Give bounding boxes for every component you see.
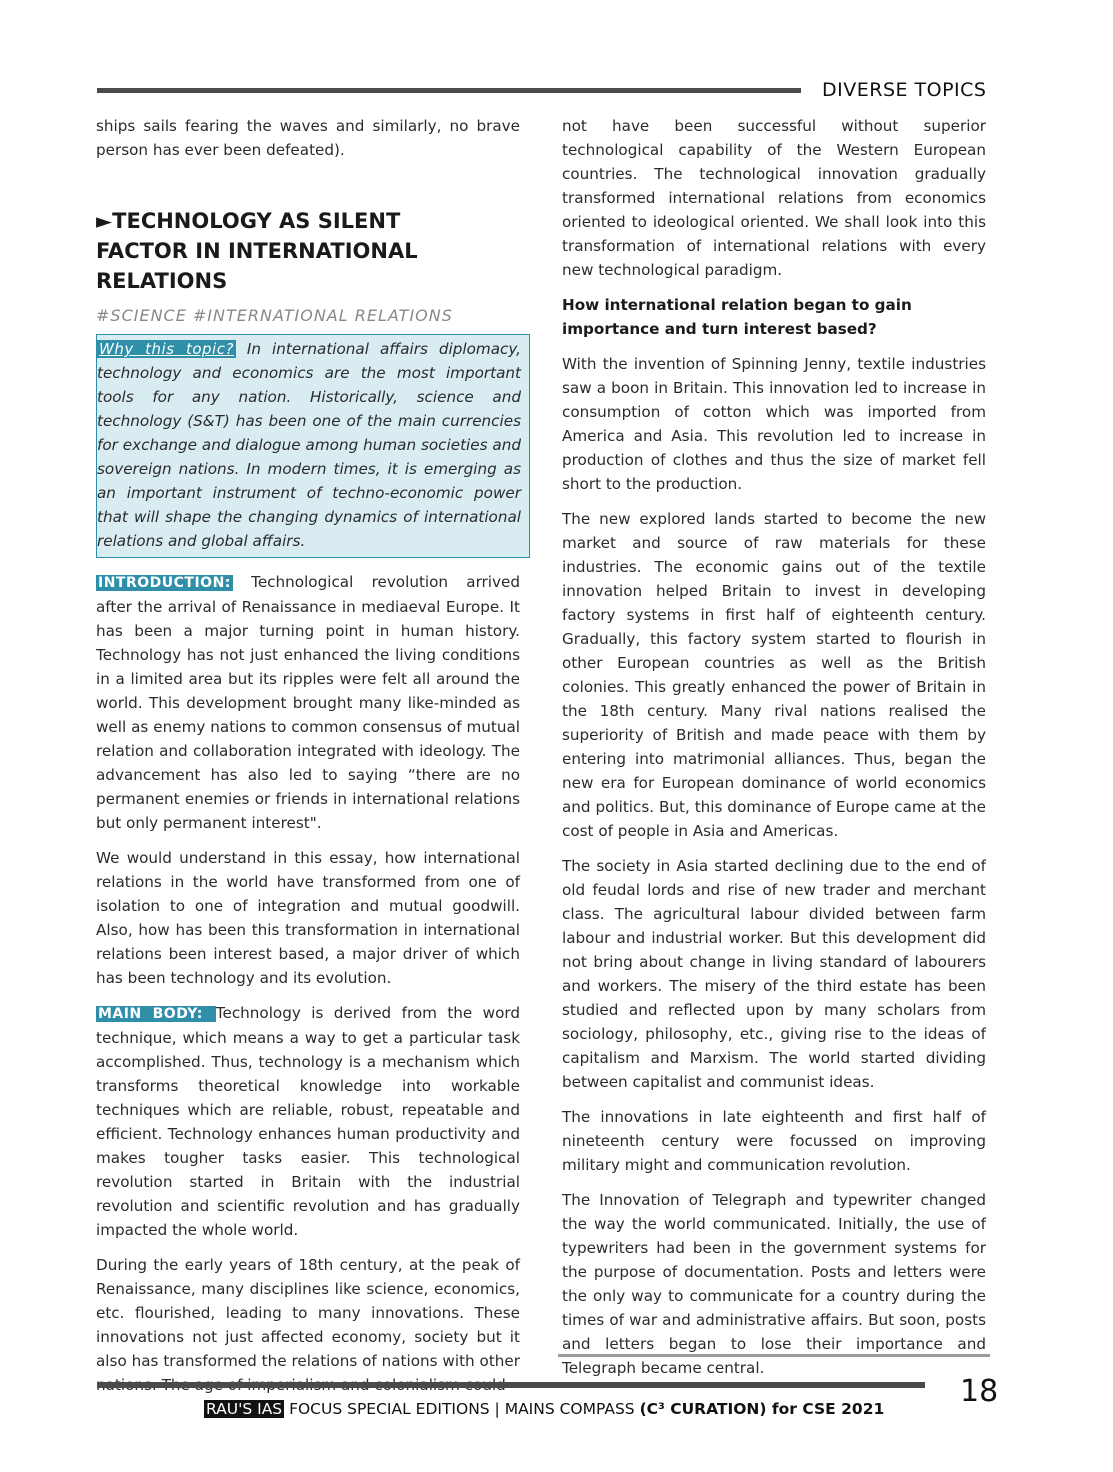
asia-society-paragraph: The society in Asia started declining due to the end of old feudal lords and rise of new trader and merchant class. The agricultural labour divided between farm labour and industrial worker. But this development did not bring about change in living standard of labourers and workers. The misery of the third estate has been studied and reflected upon by many scholars from sociology, philosophy, etc., giving rise to the ideas of capitalism and Marxism. The world started dividing between capitalist and communist ideas. bbox=[562, 857, 986, 1091]
telegraph-paragraph: The Innovation of Telegraph and typewriter changed the way the world communicated. Initially, the use of typewriters had been in the government systems for the purpose of documentation. Posts and letters were the only way to communicate for a country during the times of war and administrative affairs. But soon, posts and letters began to lose their importance and Telegraph became central. bbox=[562, 1191, 986, 1377]
main-body-paragraph bbox=[96, 1001, 520, 1242]
introduction-text: Technological revolution arrived after the arrival of Renaissance in mediaeval Europe. It has been a major turning point in human history. Technology has not just enhanced the living conditions in a limited area but its ripples were felt all around the world. This development brought many like-minded as well as enemy nations to common consensus of mutual relation and collaboration integrated with ideology. The advancement has also led to saying “there are no permanent enemies or friends in international relations but only permanent interest". bbox=[96, 573, 520, 832]
left-column bbox=[96, 114, 520, 1408]
header-rule bbox=[97, 88, 801, 93]
question-heading: How international relation began to gain importance and turn interest based? bbox=[562, 296, 912, 338]
spinning-jenny-paragraph: With the invention of Spinning Jenny, textile industries saw a boon in Britain. This innovation led to increase in consumption of cotton which was imported from America and Asia. This revolution led to increase in production of clothes and thus the size of market fell short to the production. bbox=[562, 355, 986, 493]
early-years-paragraph: During the early years of 18th century, at the peak of Renaissance, many disciplines like science, economics, etc. flourished, leading to many innovations. These innovations not just affected economy, society but it also has transformed the relations of nations with other bbox=[96, 1256, 520, 1370]
article-title bbox=[96, 206, 520, 296]
footer-edition-text: FOCUS SPECIAL EDITIONS | MAINS COMPASS bbox=[284, 1400, 640, 1418]
continued-paragraph: not have been successful without superior technological capability of the Western European countries. The technological innovation gradually transformed international relations from economics oriented to ideological oriented. We shall look into this transformation of international relations with every new technological paradigm. bbox=[562, 117, 986, 279]
why-this-topic-paragraph bbox=[97, 337, 521, 553]
brand-logo: RAU'S IAS bbox=[206, 1400, 283, 1418]
title-line-3: RELATIONS bbox=[96, 269, 228, 293]
new-lands-paragraph: The new explored lands started to become the new market and source of raw materials for these industries. The economic gains out of the textile innovation helped Britain to invest in developing factory systems in first half of eighteenth century. Gradually, this factory system started to flourish in other European countries as well as the British colonies. This greatly enhanced the power of Britain in the 18th century. Many rival nations realised the superiority of British and made peace with them by entering into matrimonial alliances. Thus, began the new era for European dominance of world economics and politics. But, this dominance of Europe came at the cost of people in Asia and Americas. bbox=[562, 510, 986, 840]
main-body-text: Technology is derived from the word technique, which means a way to get a particular task accomplished. Thus, technology is a mechanism which transforms theoretical knowledge into workable techniques which are reliable, robust, repeatable and efficient. Technology enhances human productivity and makes tougher tasks easier. This technological revolution started in Britain with the industrial revolution and scientific revolution and has gradually impacted the whole world. bbox=[96, 1004, 520, 1239]
title-line-2: FACTOR IN INTERNATIONAL bbox=[96, 239, 418, 263]
main-body-label: MAIN BODY: bbox=[98, 1006, 214, 1022]
footer-curation-text: (C³ CURATION) for CSE 2021 bbox=[639, 1400, 885, 1418]
footer-text bbox=[204, 1400, 884, 1418]
introduction-paragraph bbox=[96, 570, 520, 835]
innovations-paragraph: The innovations in late eighteenth and first half of nineteenth century were focussed on improving military might and communication revolution. bbox=[562, 1108, 986, 1174]
topic-tags: #SCIENCE #INTERNATIONAL RELATIONS bbox=[96, 306, 453, 325]
right-column bbox=[562, 114, 986, 1391]
page-number: 18 bbox=[960, 1374, 999, 1409]
introduction-label: INTRODUCTION: bbox=[98, 575, 231, 591]
why-this-topic-box bbox=[96, 334, 530, 558]
section-header-label: DIVERSE TOPICS bbox=[822, 79, 987, 101]
footer-rule bbox=[97, 1382, 925, 1388]
intro-continued-paragraph: ships sails fearing the waves and similarly, no brave person has ever been defeated). bbox=[96, 117, 520, 159]
column-end-rule bbox=[558, 1354, 990, 1357]
why-this-topic-text: In international affairs diplomacy, technology and economics are the most important tools for any nation. Historically, science and technology (S&T) has been one of the main currencies for exchange and dialogue among human societies and sovereign nations. In modern times, it is emerging as an important instrument of techno-economic power that will shape the changing dynamics of international relations and global affairs. bbox=[97, 340, 522, 550]
title-line-1: ►TECHNOLOGY AS SILENT bbox=[96, 209, 401, 233]
why-this-topic-label: Why this topic? bbox=[99, 340, 234, 358]
essay-scope-paragraph: We would understand in this essay, how international relations in the world have transformed from one of isolation to one of integration and mutual goodwill. Also, how has been this transformation in international relations been interest based, a major driver of which has been technology and its evolution. bbox=[96, 849, 520, 987]
